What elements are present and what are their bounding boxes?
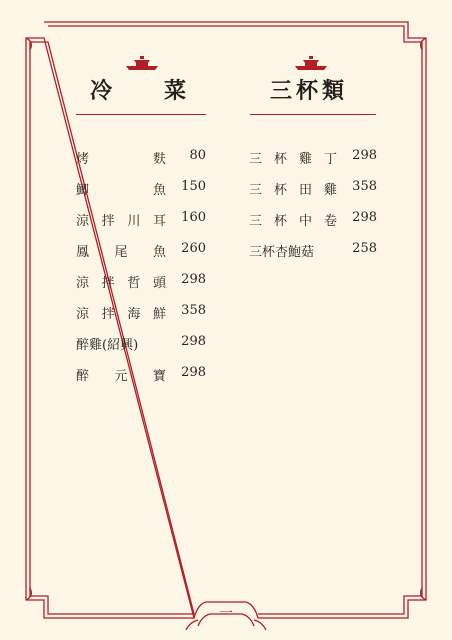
pavilion-roof-icon [124, 56, 160, 72]
page-number: 一 [219, 606, 233, 622]
name-char: 田 [298, 183, 312, 198]
item-name [76, 272, 166, 291]
item-price: 358 [181, 303, 206, 318]
name-char: 三 [249, 214, 263, 229]
item-name [249, 179, 337, 198]
menu-item [76, 272, 206, 303]
section-title-three-cup: 三杯類 [270, 77, 349, 104]
item-price: 80 [189, 148, 206, 163]
item-price: 260 [181, 241, 206, 256]
item-price: 298 [352, 148, 377, 163]
name-char: 三 [249, 183, 263, 198]
name-char: 雞 [298, 152, 312, 167]
name-char: 耳 [152, 214, 166, 229]
title-char: 冷 [90, 77, 113, 104]
item-price: 358 [352, 179, 377, 194]
menu-item [76, 303, 206, 334]
name-char: 卷 [323, 214, 337, 229]
name-char: 哲 [127, 276, 141, 291]
item-price: 160 [181, 210, 206, 225]
menu-item [76, 148, 206, 179]
menu-item [249, 179, 375, 210]
name-char: 涼 [76, 214, 90, 229]
item-name [76, 210, 166, 229]
section-title-cold-dishes [90, 76, 186, 102]
item-price: 258 [352, 241, 377, 256]
item-price: 298 [181, 272, 206, 287]
item-name: 三杯杏鮑菇 [249, 245, 315, 260]
menu-item [76, 241, 206, 272]
name-char: 涼 [76, 307, 90, 322]
name-char: 杯 [273, 152, 287, 167]
menu-item [249, 210, 375, 241]
name-char: 雞 [323, 183, 337, 198]
item-price: 298 [352, 210, 377, 225]
menu-item [76, 179, 206, 210]
cold-dishes-list [76, 148, 206, 396]
item-name [76, 365, 166, 384]
title-underline [76, 114, 206, 115]
item-name [76, 241, 166, 260]
name-char: 拌 [101, 276, 115, 291]
name-char: 拌 [101, 214, 115, 229]
title-char: 菜 [163, 77, 186, 104]
name-char: 頭 [152, 276, 166, 291]
menu-item [76, 334, 206, 365]
item-name [76, 303, 166, 322]
item-name [249, 210, 337, 229]
name-char: 烤 [76, 152, 90, 167]
pavilion-roof-icon [293, 56, 329, 72]
name-char: 麩 [152, 152, 166, 167]
name-char: 三 [249, 152, 263, 167]
name-char: 中 [298, 214, 312, 229]
name-char: 鮮 [152, 307, 166, 322]
menu-item [76, 210, 206, 241]
item-name [76, 148, 166, 167]
name-char: 涼 [76, 276, 90, 291]
name-char: 鯽 [76, 183, 90, 198]
name-char: 川 [127, 214, 141, 229]
item-price: 298 [181, 365, 206, 380]
menu-item [249, 241, 375, 272]
item-name [249, 148, 337, 167]
name-char: 鳳 [76, 245, 90, 260]
name-char: 丁 [323, 152, 337, 167]
name-char: 杯 [273, 214, 287, 229]
menu-item [76, 365, 206, 396]
item-name: 醉雞(紹興) [76, 338, 139, 353]
item-price: 150 [181, 179, 206, 194]
menu-item [249, 148, 375, 179]
item-name [76, 179, 166, 198]
name-char: 杯 [273, 183, 287, 198]
name-char: 拌 [101, 307, 115, 322]
name-char: 魚 [152, 245, 166, 260]
name-char: 尾 [114, 245, 128, 260]
name-char: 魚 [152, 183, 166, 198]
title-underline [250, 114, 376, 115]
name-char: 醉 [76, 369, 90, 384]
item-price: 298 [181, 334, 206, 349]
name-char: 元 [114, 369, 128, 384]
name-char: 海 [127, 307, 141, 322]
name-char: 寶 [152, 369, 166, 384]
three-cup-list [249, 148, 375, 272]
